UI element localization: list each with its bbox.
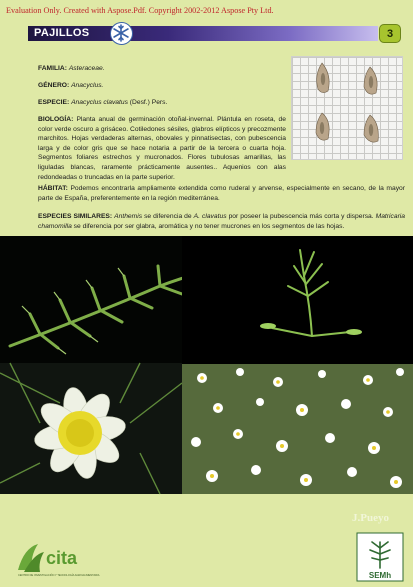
genero-label: GÉNERO: [38,82,70,89]
seedling-photo [182,236,413,364]
similar-text-3: se diferencia por ser glabra, aromática y no tener mucrones en los segmentos de las hojas. [71,222,345,230]
similar-species-1b: A. clavatus [193,213,227,220]
especie-line [38,98,167,108]
especies-similares-label: ESPECIES SIMILARES: [38,213,113,220]
flower-head-photo [0,363,182,494]
especie-value: Anacyclus clavatus [71,99,128,106]
familia-value: Asteraceae. [68,65,105,72]
similar-text-1: se diferencia de [142,213,194,220]
achene-seeds-photo [291,56,403,160]
cita-logo-subtitle: CENTRO DE INVESTIGACIÓN Y TECNOLOGÍA AGROALIMENTARIA [18,574,100,577]
field-population-photo [182,364,413,494]
habitat-label: HÁBITAT: [38,185,68,192]
familia-label: FAMILIA: [38,65,67,72]
habitat-paragraph [38,184,405,203]
page-title: PAJILLOS [34,27,90,39]
evaluation-notice: Evaluation Only. Created with Aspose.Pdf. Copyright 2002-2012 Aspose Pty Ltd. [6,6,274,15]
cita-logo [16,540,100,578]
semh-logo [356,532,404,582]
especies-similares-paragraph [38,212,405,231]
habitat-text: Podemos encontrarla ampliamente extendida como ruderal y arvense, especialmente en secano, de la mayor parte de España, preferentemente en la región mediterránea. [38,185,405,202]
biologia-text: Planta anual de germinación otoñal-invernal. Plántula en roseta, de color verde oscuro a grisáceo. Cotiledones sésiles, glabros elípticos y precozmente marchitos. Hojas verdaderas alternas, obovales y pinnatisectas, con pubescencia larga y de color gris que se hace notaria a partir de la tercera o cuarta hoja. Segmentos foliares estrechos y mucronados. Flores tubulosas amarillas, las liguladas blancas, raramente prácticamente ausentes.. Aquenios con alas redondeadas o truncadas en la parte superior. [38,116,286,181]
similar-species-1: Anthemis [114,213,143,220]
similar-species-2: Matricaria chamomilla [38,213,405,230]
especie-author: (Desf.) Pers. [127,99,168,106]
biologia-paragraph [38,115,286,182]
genero-line [38,81,103,91]
especie-label: ESPECIE: [38,99,70,106]
photographer-watermark: J.Pueyo [352,512,389,524]
semh-logo-text: SEMh [368,571,392,580]
genero-value: Anacyclus. [71,82,104,89]
cita-logo-text: cita [46,548,78,568]
similar-text-2: por poseer la pubescencia más corta y dispersa. [226,213,376,220]
snowflake-icon [110,22,133,45]
page-number-badge: 3 [379,24,401,43]
biologia-label: BIOLOGÍA: [38,116,74,123]
familia-line [38,64,105,74]
